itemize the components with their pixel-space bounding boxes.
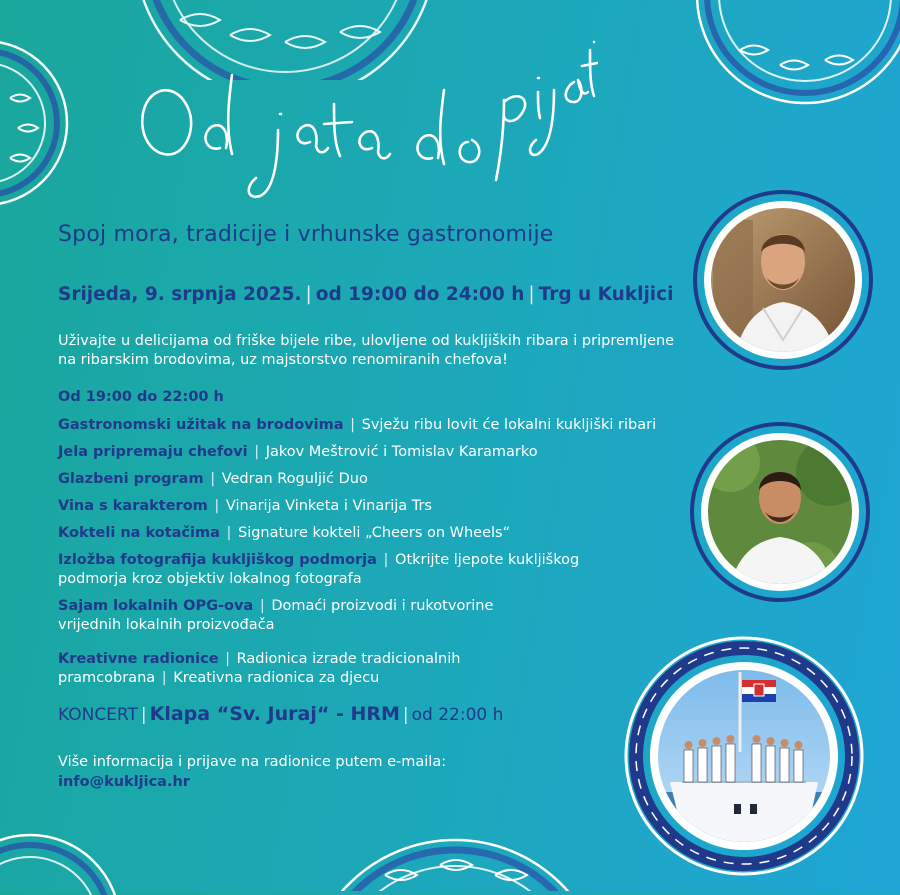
schedule-item-text-continued: podmorja kroz objektiv lokalnog fotografa [58, 571, 362, 587]
concert-label: KONCERT [58, 705, 138, 725]
schedule-item-text: Otkrijte ljepote kukljiškog [395, 552, 580, 568]
event-title-script [128, 30, 598, 200]
schedule-item-title: Kreativne radionice [58, 651, 219, 667]
schedule-item-text: Jakov Meštrović i Tomislav Karamarko [265, 444, 538, 460]
separator: | [528, 284, 535, 305]
plate-decoration-bottom-center [290, 820, 620, 891]
schedule-item-text: Vinarija Vinketa i Vinarija Trs [225, 498, 432, 514]
contact-info [58, 752, 446, 792]
separator: | [210, 471, 216, 487]
concert-name: Klapa “Sv. Juraj“ - HRM [149, 703, 400, 725]
schedule-item-text: Domaći proizvodi i rukotvorine [271, 598, 494, 614]
contact-text: Više informacija i prijave na radionice putem e-maila: [58, 754, 447, 770]
schedule-item [58, 597, 698, 635]
schedule-item-title: Gastronomski užitak na brodovima [58, 417, 344, 433]
plate-decoration-top-right [680, 0, 900, 110]
separator: | [350, 417, 355, 433]
event-subtitle: Spoj mora, tradicije i vrhunske gastronomije [58, 222, 554, 247]
schedule-item [58, 524, 698, 543]
separator: | [383, 552, 389, 568]
contact-email-link[interactable]: info@kukljica.hr [58, 774, 190, 790]
separator: | [226, 525, 232, 541]
event-intro: Uživajte u delicijama od friške bijele ribe, ulovljene od kukljiških ribara i pripremljene na ribarskim brodovima, uz majstorstvo renomiranih chefova! [58, 333, 675, 368]
chef-portrait-icon [693, 190, 873, 370]
schedule-item-text: Vedran Roguljić Duo [221, 471, 368, 487]
chef-photo-1 [693, 190, 873, 370]
schedule-item-title: Izložba fotografija kukljiškog podmorja [58, 552, 377, 568]
schedule-item-title: Sajam lokalnih OPG-ova [58, 598, 254, 614]
schedule-item [58, 416, 698, 435]
schedule-item-text: Signature kokteli „Cheers on Wheels“ [238, 525, 511, 541]
chef-photo-2 [690, 422, 870, 602]
concert-line [58, 703, 503, 725]
schedule-item-title: Jela pripremaju chefovi [58, 444, 248, 460]
separator: | [161, 670, 167, 686]
separator: | [225, 651, 231, 667]
schedule-item-title: Glazbeni program [58, 471, 204, 487]
schedule-heading: Od 19:00 do 22:00 h [58, 389, 224, 405]
event-place: Trg u Kukljici [538, 284, 674, 305]
schedule-item-text-continued: vrijednih lokalnih proizvođača [58, 617, 275, 633]
schedule-item [58, 497, 698, 516]
concert-time: od 22:00 h [411, 705, 504, 725]
event-date-time-place [58, 284, 673, 305]
schedule-item-text-extra: Kreativna radionica za djecu [173, 670, 380, 686]
plate-decoration-left [0, 38, 80, 208]
schedule-item-title: Vina s karakterom [58, 498, 208, 514]
separator: | [402, 705, 409, 725]
separator: | [214, 498, 220, 514]
schedule-item [58, 650, 698, 688]
event-date: Srijeda, 9. srpnja 2025. [58, 284, 302, 305]
schedule-item [58, 470, 698, 489]
event-time: od 19:00 do 24:00 h [315, 284, 525, 305]
schedule-item-title: Kokteli na kotačima [58, 525, 220, 541]
plate-decoration-bottom-left [0, 815, 120, 895]
chef-portrait-icon [690, 422, 870, 602]
schedule-item [58, 551, 698, 589]
boat-crew-icon [612, 632, 876, 877]
separator: | [259, 598, 265, 614]
schedule-item [58, 443, 698, 462]
separator: | [254, 444, 260, 460]
boat-photo [612, 632, 876, 877]
schedule-item-text-continued: pramcobrana [58, 670, 156, 686]
schedule-item-text: Radionica izrade tradicionalnih [236, 651, 461, 667]
schedule-item-text: Svježu ribu lovit će lokalni kukljiški ribari [361, 417, 657, 433]
separator: | [140, 705, 147, 725]
separator: | [305, 284, 312, 305]
